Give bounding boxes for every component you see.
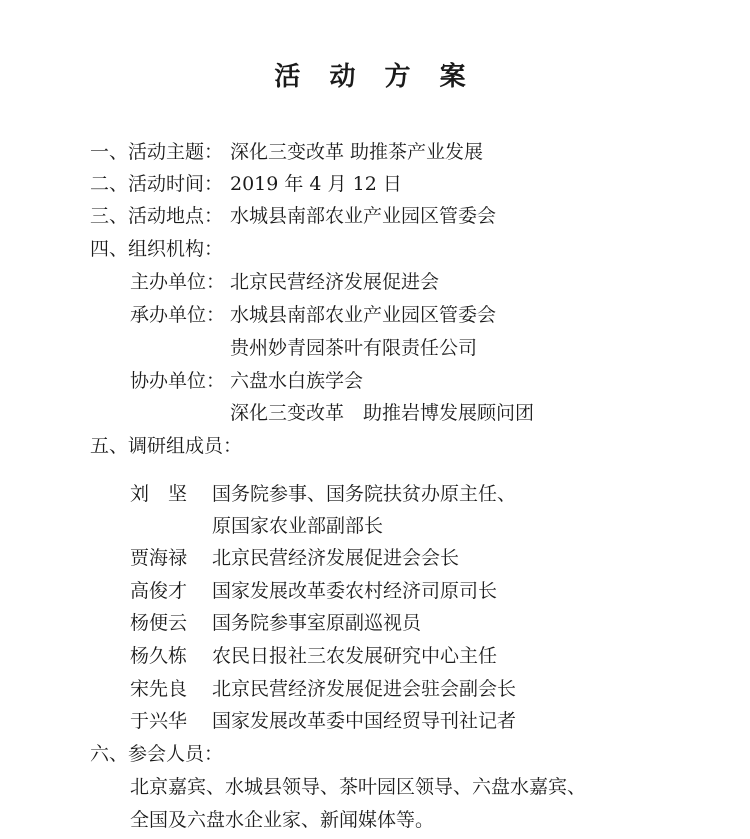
member-name: 高俊才 [130,580,188,602]
member-role: 国家发展改革委农村经济司原司长 [212,580,498,602]
attendees-line-2: 全国及六盘水企业家、新闻媒体等。 [130,809,435,831]
member-role: 北京民营经济发展促进会会长 [212,547,460,569]
member-role: 国务院参事室原副巡视员 [212,612,422,634]
theme-label: 一、活动主题： [90,141,224,163]
member-name: 杨便云 [130,612,188,634]
organizer-value-1: 水城县南部农业产业园区管委会 [230,304,497,326]
organizer-value-2: 贵州妙青园茶叶有限责任公司 [230,337,478,359]
organizer-label: 承办单位： [130,304,226,326]
host-label: 主办单位： [130,271,226,293]
member-name: 贾海禄 [130,547,188,569]
time-value: 2019 年 4 月 12 日 [230,173,402,195]
member-name: 宋先良 [130,678,188,700]
organization-label: 四、组织机构： [90,238,224,260]
co-organizer-value-1: 六盘水白族学会 [230,370,364,392]
location-value: 水城县南部农业产业园区管委会 [230,205,497,227]
location-label: 三、活动地点： [90,205,224,227]
member-role: 国务院参事、国务院扶贫办原主任、 [212,483,517,505]
attendees-label: 六、参会人员： [90,743,224,765]
member-name: 于兴华 [130,710,188,732]
member-role: 国家发展改革委中国经贸导刊社记者 [212,710,517,732]
attendees-line-1: 北京嘉宾、水城县领导、茶叶园区领导、六盘水嘉宾、 [130,776,587,798]
member-role: 北京民营经济发展促进会驻会副会长 [212,678,517,700]
member-name: 刘 坚 [130,483,188,505]
time-label: 二、活动时间： [90,173,224,195]
member-role: 农民日报社三农发展研究中心主任 [212,645,498,667]
member-name: 杨久栋 [130,645,188,667]
host-value: 北京民营经济发展促进会 [230,271,440,293]
co-organizer-label: 协办单位： [130,370,226,392]
research-team-label: 五、调研组成员： [90,435,243,457]
member-role-continued: 原国家农业部副部长 [212,515,384,537]
co-organizer-value-2: 深化三变改革 助推岩博发展顾问团 [230,402,535,424]
document-title: 活 动 方 案 [274,62,476,92]
theme-value: 深化三变改革 助推茶产业发展 [230,141,484,163]
